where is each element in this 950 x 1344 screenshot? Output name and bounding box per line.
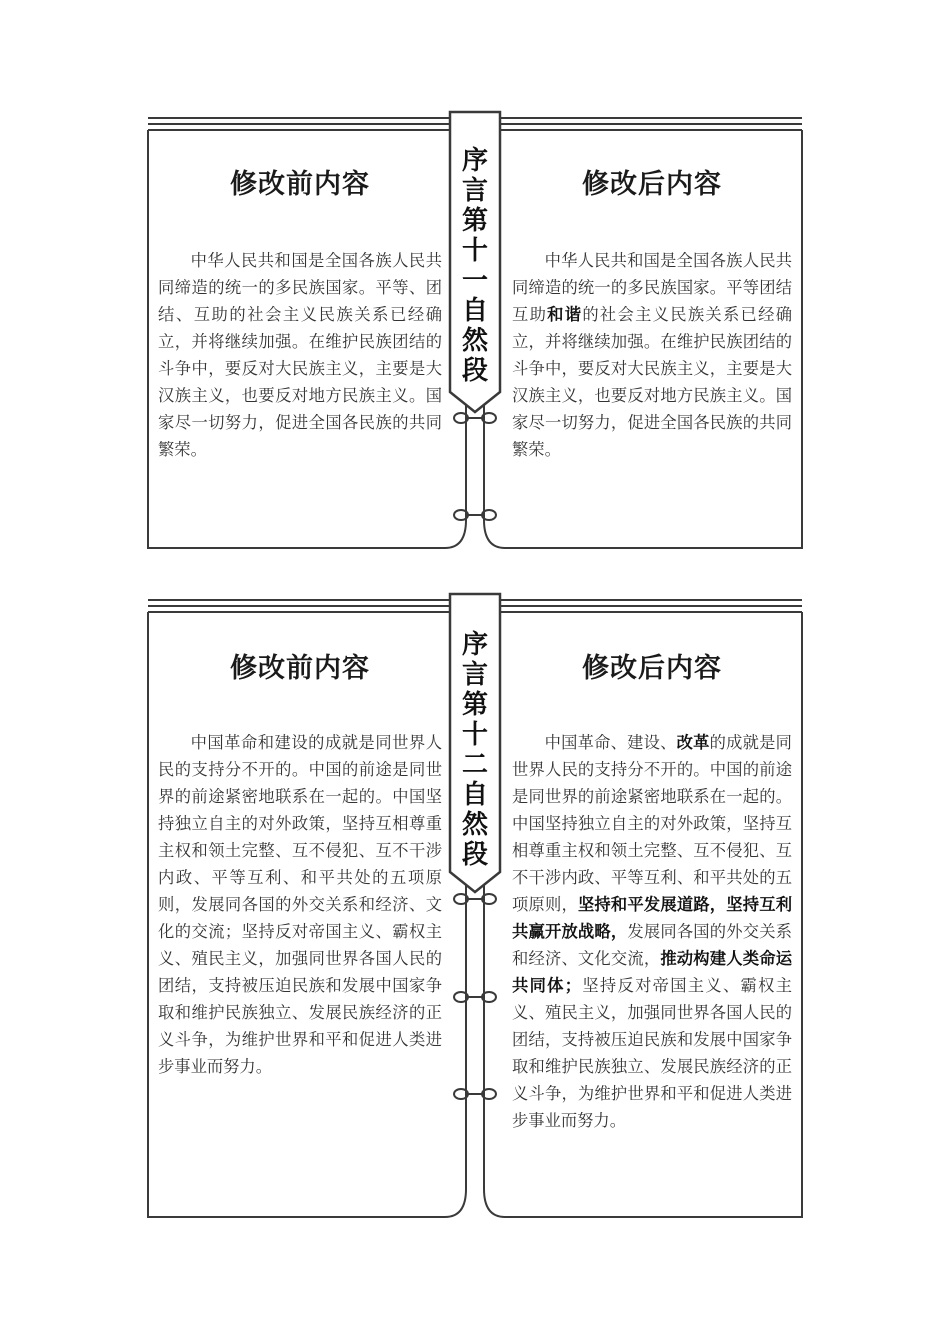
page-heading-before: 修改前内容 — [230, 653, 370, 684]
spine-char: 序 — [461, 630, 488, 660]
amended-text: 坚持和平发展道路，坚持互利共赢开放战略， — [512, 895, 792, 941]
text-segment: 中国革命、建设、 — [544, 733, 677, 752]
spine-char: 第 — [461, 690, 488, 720]
text-segment: 中国革命和建设的成就是同世界人民的支持分不开的。中国的前途是同世界的前途紧密地联系在一起的。中国坚持独立自主的对外政策，坚持互相尊重主权和领土完整、互不侵犯、互不干涉内政、平等互利、和平共处的五项原则，发展同各国的外交关系和经济、文化的交流；坚持反对帝国主义、霸权主义、殖民主义，加强同世界各国人民的团结，支持被压迫民族和发展中国家争取和维护民族独立、发展民族经济的正义斗争，为维护世界和平和促进人类进步事业而努力。 — [158, 733, 442, 1076]
spine-char: 第 — [461, 206, 488, 236]
spine-char: 言 — [461, 660, 488, 690]
spine-char: 序 — [461, 146, 488, 176]
spine-char: 自 — [461, 296, 488, 326]
spine-char: 一 — [461, 266, 488, 296]
text-segment: 发展同各国的外交关系和经济、文化交流， — [512, 922, 792, 968]
left-page-before — [158, 646, 442, 1080]
text-segment: 坚持反对帝国主义、霸权主义、殖民主义，加强同世界各国人民的团结，支持被压迫民族和发展中国家争取和维护民族独立、发展民族经济的正义斗争，为维护世界和平和促进人类进步事业而努力。 — [512, 976, 792, 1130]
text-segment: 中华人民共和国是全国各族人民共同缔造的统一的多民族国家。平等团结互助 — [512, 251, 792, 324]
paragraph-before — [158, 729, 442, 1080]
amended-text: 和谐 — [547, 305, 583, 324]
spine-char: 二 — [461, 750, 488, 780]
page-heading-after: 修改后内容 — [582, 169, 722, 200]
spine-title — [455, 630, 495, 870]
spine-char: 言 — [461, 176, 488, 206]
page-heading-before: 修改前内容 — [230, 169, 370, 200]
spine-char: 段 — [461, 356, 488, 386]
spine-char: 然 — [461, 326, 488, 356]
right-page-after — [512, 646, 792, 1134]
amended-text: 推动构建人类命运共同体； — [512, 949, 792, 995]
text-segment: 的社会主义民族关系已经确立，并将继续加强。在维护民族团结的斗争中，要反对大民族主义，主要是大汉族主义，也要反对地方民族主义。国家尽一切努力，促进全国各民族的共同繁荣。 — [512, 305, 792, 459]
spine-char: 十 — [461, 720, 488, 750]
text-segment: 中华人民共和国是全国各族人民共同缔造的统一的多民族国家。平等、团结、互助的社会主义民族关系已经确立，并将继续加强。在维护民族团结的斗争中，要反对大民族主义，主要是大汉族主义，也要反对地方民族主义。国家尽一切努力，促进全国各民族的共同繁荣。 — [158, 251, 442, 459]
spine-char: 十 — [461, 236, 488, 266]
text-segment: 的成就是同世界人民的支持分不开的。中国的前途是同世界的前途紧密地联系在一起的。中国坚持独立自主的对外政策，坚持互相尊重主权和领土完整、互不侵犯、互不干涉内政、平等互利、和平共处的五项原则， — [512, 733, 792, 914]
paragraph-after — [512, 729, 792, 1134]
spine-char: 然 — [461, 810, 488, 840]
amended-text: 改革 — [676, 733, 710, 752]
spine-char: 段 — [461, 840, 488, 870]
spine-char: 自 — [461, 780, 488, 810]
page-heading-after: 修改后内容 — [582, 653, 722, 684]
